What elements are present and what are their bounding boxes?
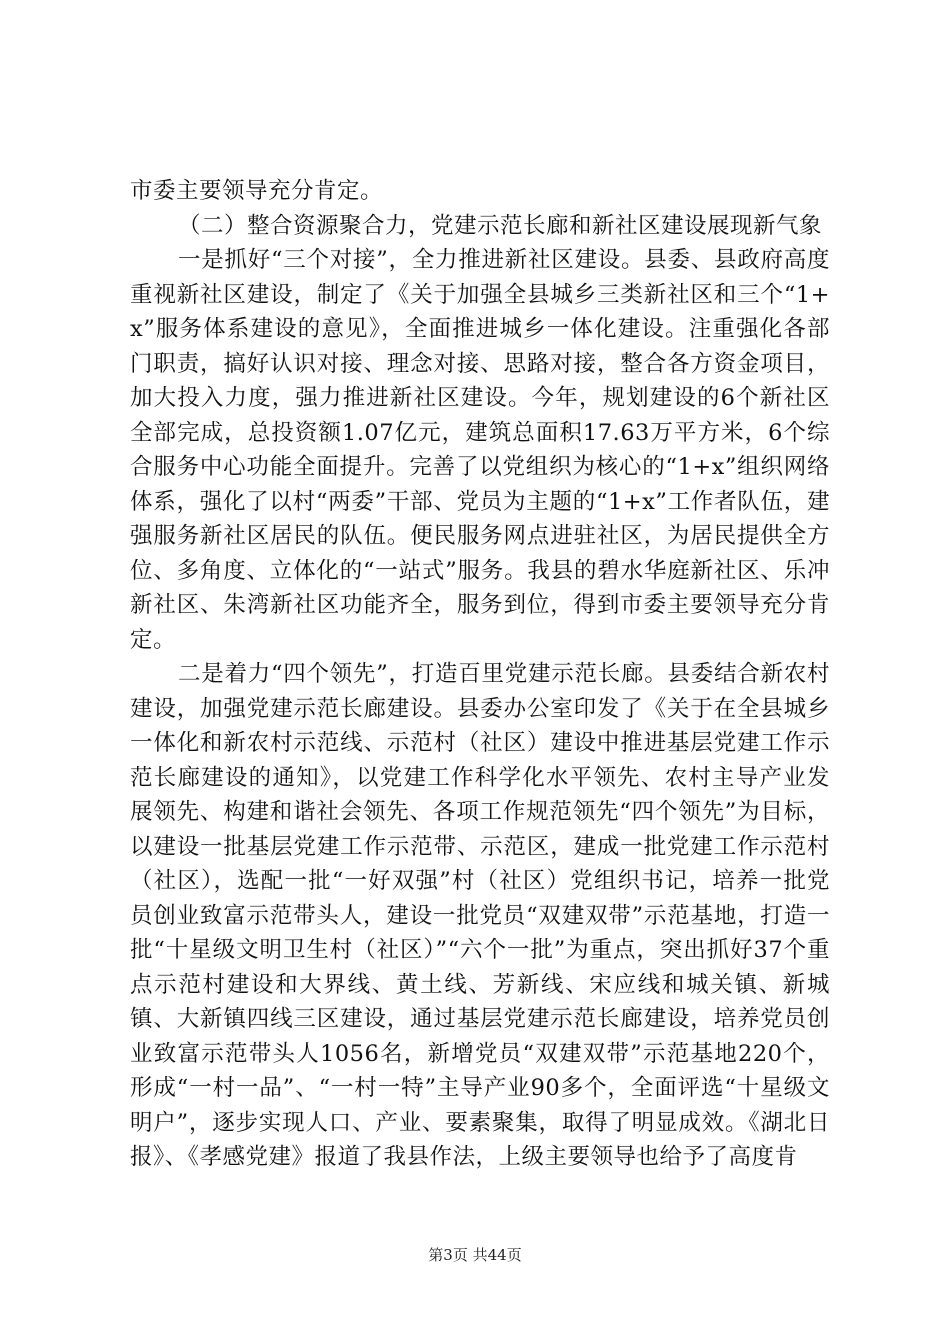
paragraph-demonstration-corridor: 二是着力“四个领先”，打造百里党建示范长廊。县委结合新农村建设，加强党建示范长廊建设。县委办公室印发了《关于在全县城乡一体化和新农村示范线、示范村（社区）建设中推进基层党建工作示范长廊建设的通知》，以党建工作科学化水平领先、农村主导产业发展领先、构建和谐社会领先、各项工作规范领先“四个领先”为目标，以建设一批基层党建工作示范带、示范区，建成一批党建工作示范村（社区），选配一批“一好双强”村（社区）党组织书记，培养一批党员创业致富示范带头人，建设一批党员“双建双带”示范基地，打造一批“十星级文明卫生村（社区）”“六个一批”为重点，突出抓好37个重点示范村建设和大界线、黄土线、芳新线、宋应线和城关镇、新城镇、大新镇四线三区建设，通过基层党建示范长廊建设，培养党员创业致富示范带头人1056名，新增党员“双建双带”示范基地220个，形成“一村一品”、“一村一特”主导产业90多个，全面评选“十星级文明户”，逐步实现人口、产业、要素聚集，取得了明显成效。《湖北日报》、《孝感党建》报道了我县作法，上级主要领导也给予了高度肯 — [130, 661, 830, 1170]
section-heading: （二）整合资源聚合力，党建示范长廊和新社区建设展现新气象 — [178, 212, 823, 239]
paragraph-new-community: 一是抓好“三个对接”，全力推进新社区建设。县委、县政府高度重视新社区建设，制定了《关于加强全县城乡三类新社区和三个“1+x”服务体系建设的意见》，全面推进城乡一体化建设。注重强化各部门职责，搞好认识对接、理念对接、思路对接，整合各方资金项目，加大投入力度，强力推进新社区建设。今年，规划建设的6个新社区全部完成，总投资额1.07亿元，建筑总面积17.63万平方米，6个综合服务中心功能全面提升。完善了以党组织为核心的“1+x”组织网络体系，强化了以村“两委”干部、党员为主题的“1+x”工作者队伍，建强服务新社区居民的队伍。便民服务网点进驻社区，为居民提供全方位、多角度、立体化的“一站式”服务。我县的碧水华庭新社区、乐冲新社区、朱湾新社区功能齐全，服务到位，得到市委主要领导充分肯定。 — [130, 247, 830, 653]
document-body — [130, 174, 830, 1175]
paragraph-continuation: 市委主要领导充分肯定。 — [130, 178, 384, 204]
page-number-footer: 第3页 共44页 — [428, 1246, 522, 1264]
